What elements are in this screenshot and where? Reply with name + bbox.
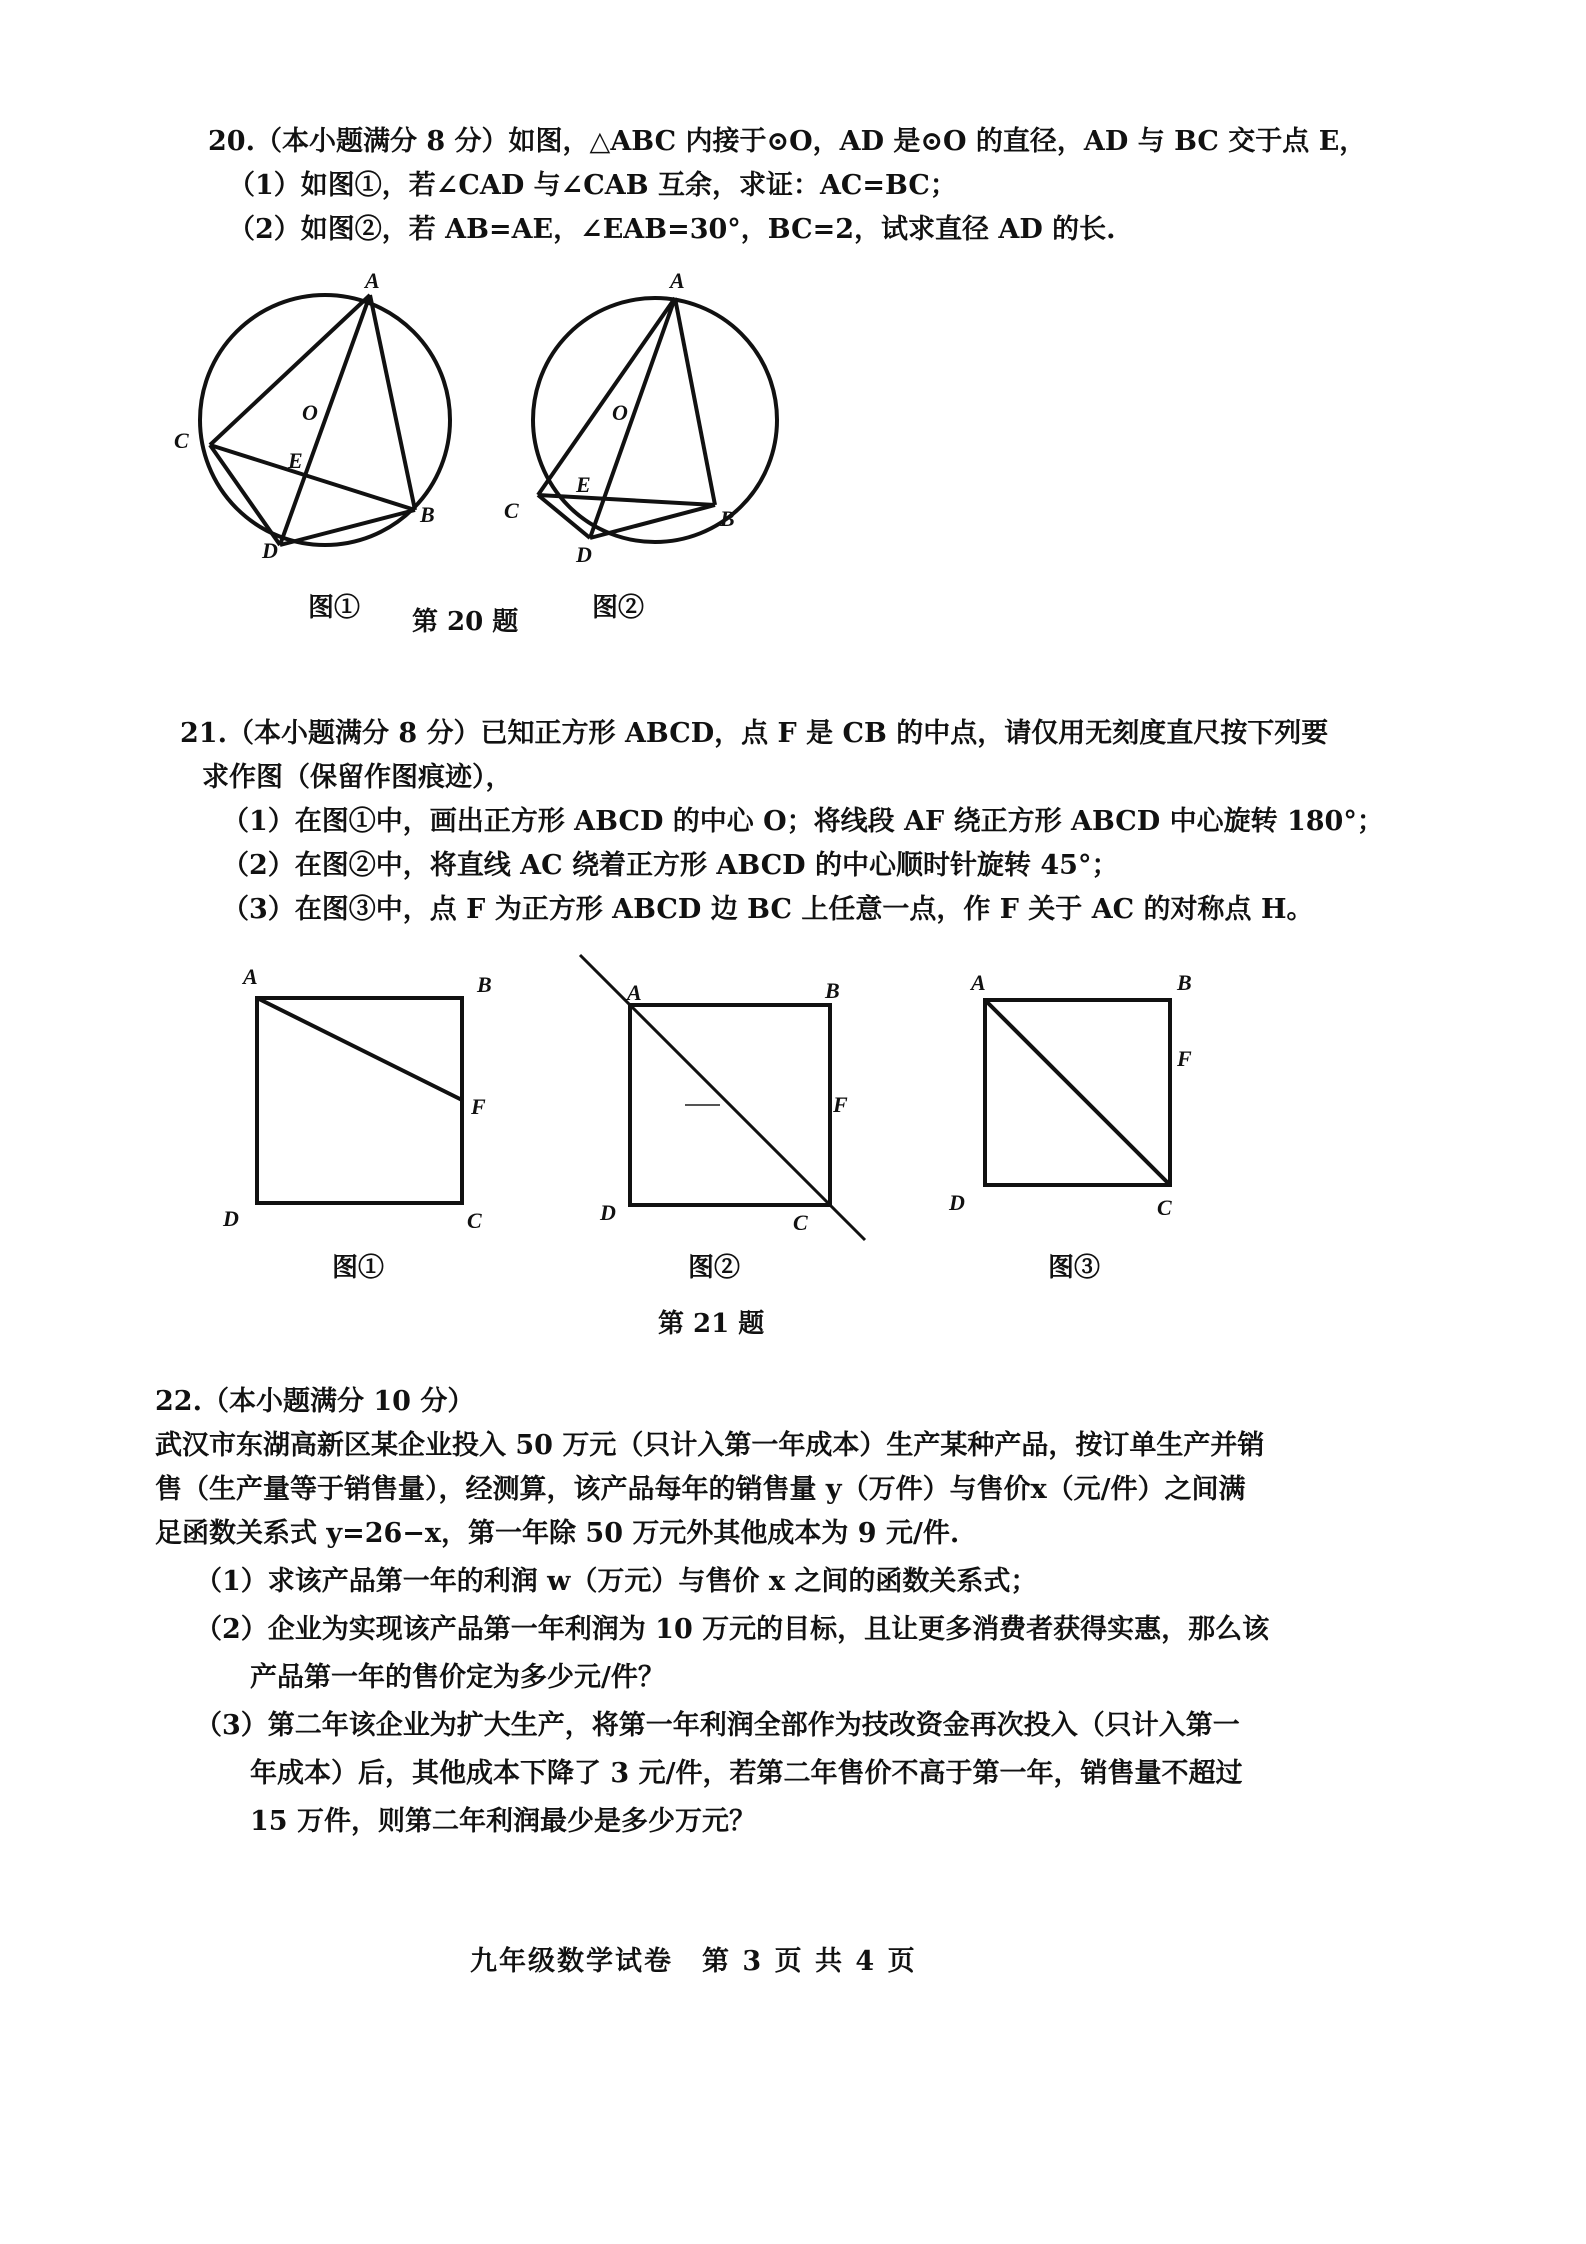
q21-fig2-caption: 图② — [688, 1253, 741, 1283]
q20-line1: 20.（本小题满分 8 分）如图，△ABC 内接于⊙O，AD 是⊙O 的直径，AD 与 BC 交于点 E， — [208, 126, 1367, 157]
q21-line1: 21.（本小题满分 8 分）已知正方形 ABCD，点 F 是 CB 的中点，请仅用无刻度直尺按下列要 — [180, 718, 1329, 749]
q21-figure-2 — [575, 950, 875, 1250]
label-a: A — [971, 970, 986, 995]
label-o: O — [612, 400, 628, 425]
q22-line1: 22.（本小题满分 10 分） — [155, 1386, 475, 1417]
q21-line3: （1）在图①中，画出正方形 ABCD 的中心 O；将线段 AF 绕正方形 ABCD 中心旋转 180°； — [222, 806, 1384, 837]
label-a: A — [627, 980, 642, 1005]
chord-ac — [538, 298, 675, 495]
label-b: B — [825, 978, 840, 1003]
label-b: B — [420, 502, 435, 527]
q20-fig2-caption: 图② — [592, 593, 645, 623]
q22-line7: 产品第一年的售价定为多少元/件？ — [250, 1662, 665, 1693]
segment-af — [257, 998, 462, 1100]
diagonal-ac — [985, 1000, 1170, 1185]
circle-o — [533, 298, 777, 542]
chord-ac — [210, 295, 370, 445]
label-f: F — [471, 1094, 486, 1119]
label-f: F — [1177, 1046, 1192, 1071]
label-c: C — [467, 1208, 482, 1233]
q20-figure-2 — [490, 270, 790, 570]
label-e: E — [576, 472, 591, 497]
label-f: F — [833, 1092, 848, 1117]
q22-line6: （2）企业为实现该产品第一年利润为 10 万元的目标，且让更多消费者获得实惠，那么该 — [195, 1614, 1270, 1645]
line-ac — [580, 955, 865, 1240]
label-d: D — [576, 542, 592, 567]
q21-fig1-caption: 图① — [332, 1253, 385, 1283]
label-d: D — [262, 538, 278, 563]
square-abcd — [257, 998, 462, 1203]
chord-ab — [675, 298, 715, 505]
q21-fig3-caption: 图③ — [1048, 1253, 1101, 1283]
diameter-ad — [280, 295, 370, 545]
q21-figure-1 — [215, 960, 515, 1250]
label-e: E — [288, 448, 303, 473]
label-b: B — [720, 506, 735, 531]
q21-title: 第 21 题 — [658, 1309, 765, 1339]
page-footer: 九年级数学试卷 第 3 页 共 4 页 — [470, 1946, 917, 1977]
label-c: C — [174, 428, 189, 453]
label-c: C — [1157, 1195, 1172, 1220]
q20-fig1-caption: 图① — [308, 593, 361, 623]
q20-line3: （2）如图②，若 AB=AE，∠EAB=30°，BC=2，试求直径 AD 的长. — [228, 214, 1116, 245]
label-a: A — [243, 964, 258, 989]
q22-line10: 15 万件，则第二年利润最少是多少万元？ — [250, 1806, 756, 1837]
label-b: B — [1177, 970, 1192, 995]
q20-title: 第 20 题 — [412, 607, 519, 637]
q22-line8: （3）第二年该企业为扩大生产，将第一年利润全部作为技改资金再次投入（只计入第一 — [195, 1710, 1240, 1741]
q22-line5: （1）求该产品第一年的利润 w（万元）与售价 x 之间的函数关系式； — [195, 1566, 1038, 1597]
label-d: D — [223, 1206, 239, 1231]
q21-line4: （2）在图②中，将直线 AC 绕着正方形 ABCD 的中心顺时针旋转 45°； — [222, 850, 1119, 881]
chord-cd — [210, 445, 280, 545]
chord-db — [280, 510, 415, 545]
q21-line2: 求作图（保留作图痕迹）， — [202, 762, 513, 793]
q21-line5: （3）在图③中，点 F 为正方形 ABCD 边 BC 上任意一点，作 F 关于 AC 的对称点 H。 — [222, 894, 1314, 925]
label-a: A — [365, 268, 380, 293]
q22-line4: 足函数关系式 y=26−x，第一年除 50 万元外其他成本为 9 元/件. — [155, 1518, 960, 1549]
label-a: A — [670, 268, 685, 293]
q21-figure-3 — [945, 960, 1215, 1230]
q22-line2: 武汉市东湖高新区某企业投入 50 万元（只计入第一年成本）生产某种产品，按订单生产并销 — [155, 1430, 1265, 1461]
label-d: D — [600, 1200, 616, 1225]
label-c: C — [793, 1210, 808, 1235]
label-d: D — [949, 1190, 965, 1215]
label-b: B — [477, 972, 492, 997]
q22-line3: 售（生产量等于销售量），经测算，该产品每年的销售量 y（万件）与售价x（元/件）之间满 — [155, 1474, 1246, 1505]
label-c: C — [504, 498, 519, 523]
q20-line2: （1）如图①，若∠CAD 与∠CAB 互余，求证：AC=BC； — [228, 170, 957, 201]
q20-figure-1 — [170, 270, 470, 570]
label-o: O — [302, 400, 318, 425]
q22-line9: 年成本）后，其他成本下降了 3 元/件，若第二年售价不高于第一年，销售量不超过 — [250, 1758, 1243, 1789]
